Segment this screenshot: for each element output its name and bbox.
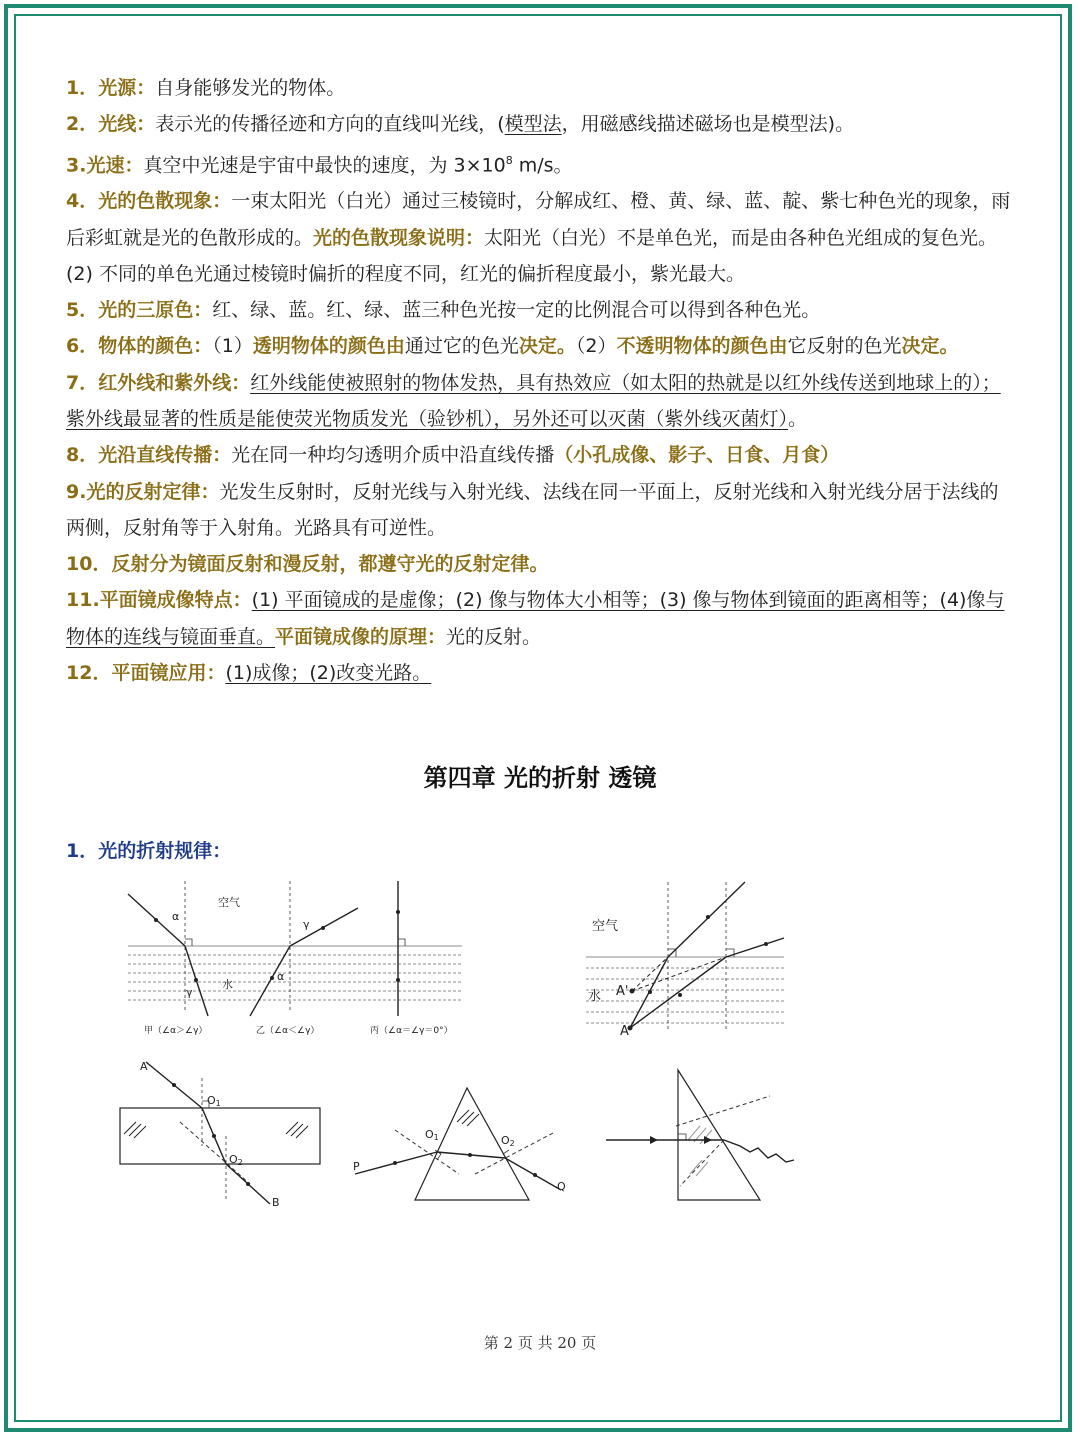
fig3-o1-sub: 1 [215,1099,221,1108]
keyword-text: 平面镜成像的原理： [275,625,447,648]
body-text: 一束太阳光（白光）通过三棱镜时，分解成红、橙、黄、绿、蓝、靛、紫七种色光的现象，雨后彩虹就是光的色散形成的。 [66,190,1011,249]
keyword-text: 4．光的色散现象： [66,190,232,213]
body-text: 太阳光（白光）不是单色光，而是由各种色光组成的复色光。(2) 不同的单色光通过棱镜时偏折的程度不同，红光的偏折程度最小，紫光最大。 [66,226,998,285]
keyword-text: 3.光速： [66,153,144,176]
body-text: 8 [505,153,513,167]
fig3-o2-main: O [229,1153,238,1166]
keyword-text: 5．光的三原色： [66,299,213,322]
fig1-gamma-label-2: γ [303,918,310,931]
fig3-point-a: A [140,1060,148,1073]
keyword-text: 决定。 [901,335,959,358]
keyword-text: 12．平面镜应用： [66,662,226,685]
body-text: 光的反射。 [446,625,542,648]
body-text: 它反射的色光 [787,335,902,358]
body-text: 光发生反射时，反射光线与入射光线、法线在同一平面上，反射光线和入射光线分居于法线的两侧，反射角等于入射角。光路具有可逆性。 [66,480,999,539]
body-text: 通过它的色光 [404,335,519,358]
body-text: 表示光的传播径迹和方向的直线叫光线，( [155,113,505,136]
item-plane-mirror [66,582,1016,655]
item-light-ray [66,106,1016,142]
keyword-text: 7．红外线和紫外线： [66,371,251,394]
fig2-image-label: A' [616,984,629,999]
item-primary-colors [66,292,1016,328]
fig4-o1-label [425,1128,439,1142]
fig4-o2-sub: 2 [509,1139,515,1148]
underlined-text: (1) 平面镜成的是虚像；(2) 像与物体大小相等；(3) 像与物体到镜面的距离相等；(4)像与物体的连线与镜面垂直。 [66,589,1005,648]
keyword-text: 光的色散现象说明： [313,226,485,249]
keyword-text: 9.光的反射定律： [66,480,220,503]
body-text: 真空中光速是宇宙中最快的速度，为 3×10 [143,153,506,176]
fig3-o2-sub: 2 [237,1158,243,1167]
keyword-text: 6．物体的颜色： [66,335,213,358]
keyword-text: 11.平面镜成像特点： [66,589,252,612]
item-infrared-ultraviolet [66,365,1016,438]
knowledge-list [66,70,1016,691]
fig4-point-p: P [353,1160,360,1173]
fig1-water-label: 水 [222,978,233,991]
keyword-text: 决定。 [518,335,576,358]
keyword-text: 不透明物体的颜色由 [616,335,788,358]
body-text: 。 [788,408,808,430]
body-text: （1） [212,335,253,358]
fig1-gamma-label: γ [186,986,193,999]
fig1-alpha-label: α [172,910,180,923]
page-footer: 第 2 页 共 20 页 [483,1334,597,1352]
item-plane-mirror-use [66,655,1016,691]
fig4-o2-label [501,1134,515,1148]
body-text: m/s。 [512,153,573,176]
prism-figure [345,1082,585,1212]
fig4-o2-main: O [501,1134,510,1147]
apparent-depth-figure [580,880,790,1040]
fig2-object-label: A [620,1024,629,1039]
body-text: 红、绿、蓝。红、绿、蓝三种色光按一定的比例混合可以得到各种色光。 [212,299,821,322]
item-light-speed [66,143,1016,184]
fig3-o2-label [229,1153,243,1167]
fig4-o1-main: O [425,1128,434,1141]
fig2-water-label: 水 [588,989,602,1004]
keyword-text: 1．光源： [66,77,156,99]
keyword-text: 2．光线： [66,113,156,136]
body-text: 自身能够发光的物体。 [155,77,346,99]
item-reflection-law [66,474,1016,547]
keyword-text: （小孔成像、影子、日食、月食） [554,444,840,467]
item-object-color [66,328,1016,364]
fig1-caption-b: 乙（∠α＜∠γ） [256,1026,320,1036]
keyword-text: 10．反射分为镜面反射和漫反射，都遵守光的反射定律。 [66,553,549,576]
section-title: 1．光的折射规律： [66,840,232,862]
underlined-text: 模型法 [504,113,562,136]
fig3-point-b: B [272,1196,280,1209]
chapter-title: 第四章 光的折射 透镜 [423,764,657,792]
fig1-air-label: 空气 [218,896,240,909]
fig3-o1-label [207,1094,221,1108]
item-reflection-types [66,546,1016,582]
glass-slab-figure [110,1056,330,1216]
fig1-caption-a: 甲（∠α＞∠γ） [144,1026,208,1036]
item-dispersion [66,183,1016,292]
keyword-text: 透明物体的颜色由 [252,335,405,358]
underlined-text: 红外线能使被照射的物体发热，具有热效应（如太阳的热就是以红外线传送到地球上的）；紫外线最显著的性质是能使荧光物质发光（验钞机），另外还可以灭菌（紫外线灭菌灯） [66,371,1001,430]
right-prism-figure [600,1066,800,1206]
body-text: ，用磁感线描述磁场也是模型法)。 [561,113,855,136]
underlined-text: (1)成像；(2)改变光路。 [225,662,432,685]
keyword-text: 8．光沿直线传播： [66,444,232,467]
fig4-point-q: Q [557,1180,566,1193]
fig2-air-label: 空气 [592,919,619,934]
fig4-o1-sub: 1 [433,1133,439,1142]
refraction-cases-figure [120,876,480,1046]
fig1-caption-c: 丙（∠α＝∠γ＝0°） [370,1026,453,1036]
body-text: 光在同一种均匀透明介质中沿直线传播 [231,444,555,467]
fig1-alpha-label-2: α [277,970,285,983]
item-light-source [66,70,1016,106]
item-straight-line [66,437,1016,473]
body-text: （2） [575,335,617,358]
fig3-o1-main: O [207,1094,216,1107]
